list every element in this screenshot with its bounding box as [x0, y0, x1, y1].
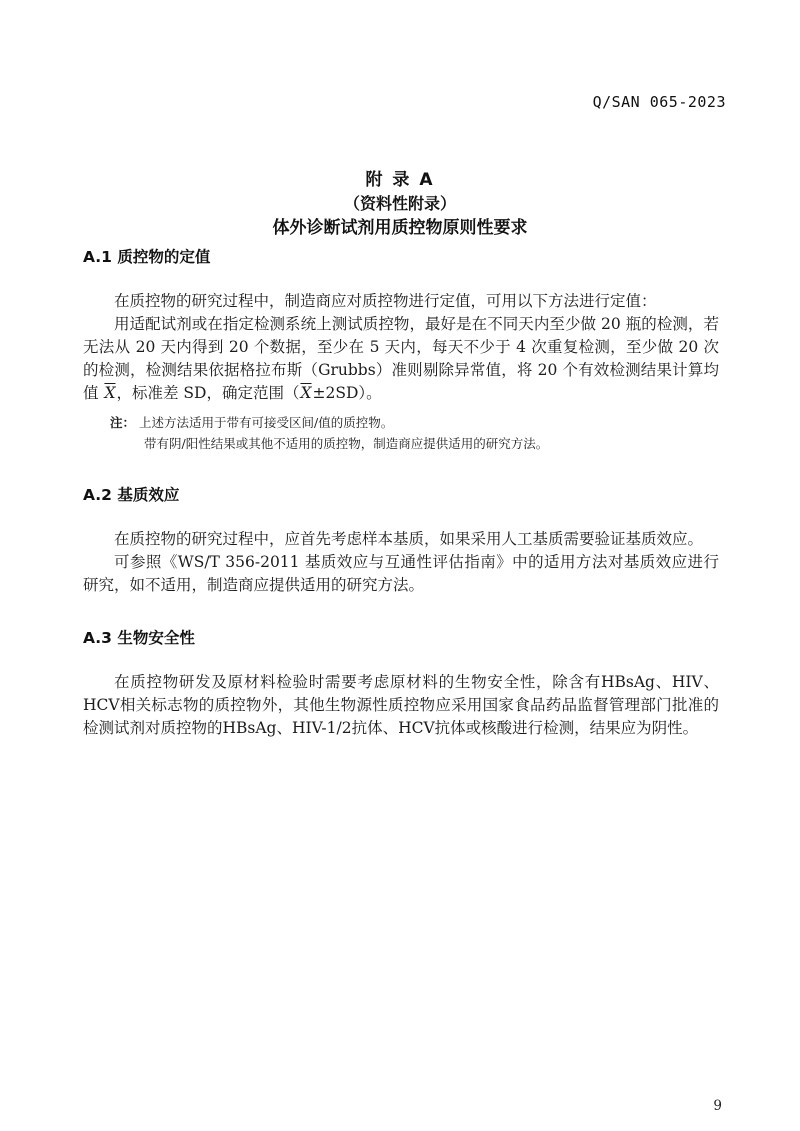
document-content: [83, 246, 719, 770]
section-a2-paragraph-1: 在质控物的研究过程中，应首先考虑样本基质，如果采用人工基质需要验证基质效应。: [114, 530, 704, 548]
note-label: 注：: [110, 415, 136, 430]
appendix-title-block: [0, 168, 800, 240]
a1-p2-text-pre: 用适配试剂或在指定检测系统上测试质控物，最好是在不同天内至少做 20 瓶的检测，若无法从 20 天内得到 20 个数据，至少在 5 天内，每天不少于 4 次重复检测，至少做 20 次的检测，检测结果依据格拉布斯（Grubbs）准则剔除异常值，将 20 个有效检测结果计算均值: [83, 315, 719, 402]
section-a2-heading: A.2 基质效应: [83, 486, 180, 504]
appendix-subtitle: （资料性附录）: [343, 194, 456, 213]
section-a1-note: [110, 412, 719, 454]
section-a1-heading: A.1 质控物的定值: [83, 248, 211, 266]
section-a1-paragraph-2: [83, 313, 719, 405]
appendix-title: 附 录 A: [365, 170, 435, 190]
section-a1: [83, 246, 719, 454]
a1-p2-text-post: ±2SD）。: [312, 384, 382, 402]
a1-p2-text-mid: ，标准差 SD，确定范围（: [116, 384, 300, 402]
section-a3-paragraph-1: 在质控物研发及原材料检验时需要考虑原材料的生物安全性，除含有HBsAg、HIV、HCV相关标志物的质控物外，其他生物源性质控物应采用国家食品药品监督管理部门批准的检测试剂对质控物的HBsAg、HIV-1/2抗体、HCV抗体或核酸进行检测，结果应为阴性。: [83, 673, 719, 737]
doc-number: Q/SAN 065-2023: [592, 93, 726, 111]
xbar-symbol: $\overline{X}$: [104, 384, 116, 402]
section-a1-paragraph-1: 在质控物的研究过程中，制造商应对质控物进行定值，可用以下方法进行定值：: [114, 292, 657, 310]
appendix-name: 体外诊断试剂用质控物原则性要求: [272, 218, 528, 238]
page-number: 9: [713, 1098, 722, 1114]
section-a3-heading: A.3 生物安全性: [83, 629, 195, 647]
note-line-2: 带有阴/阳性结果或其他不适用的质控物，制造商应提供适用的研究方法。: [144, 436, 549, 451]
section-a2: [83, 484, 719, 597]
note-line-1-text: 上述方法适用于带有可接受区间/值的质控物。: [139, 415, 394, 430]
section-a2-paragraph-2: 可参照《WS/T 356-2011 基质效应与互通性评估指南》中的适用方法对基质效应进行研究，如不适用，制造商应提供适用的研究方法。: [83, 553, 719, 594]
xbar-symbol: $\overline{X}$: [300, 384, 312, 402]
section-a3: [83, 627, 719, 740]
note-line-1: [110, 412, 719, 433]
